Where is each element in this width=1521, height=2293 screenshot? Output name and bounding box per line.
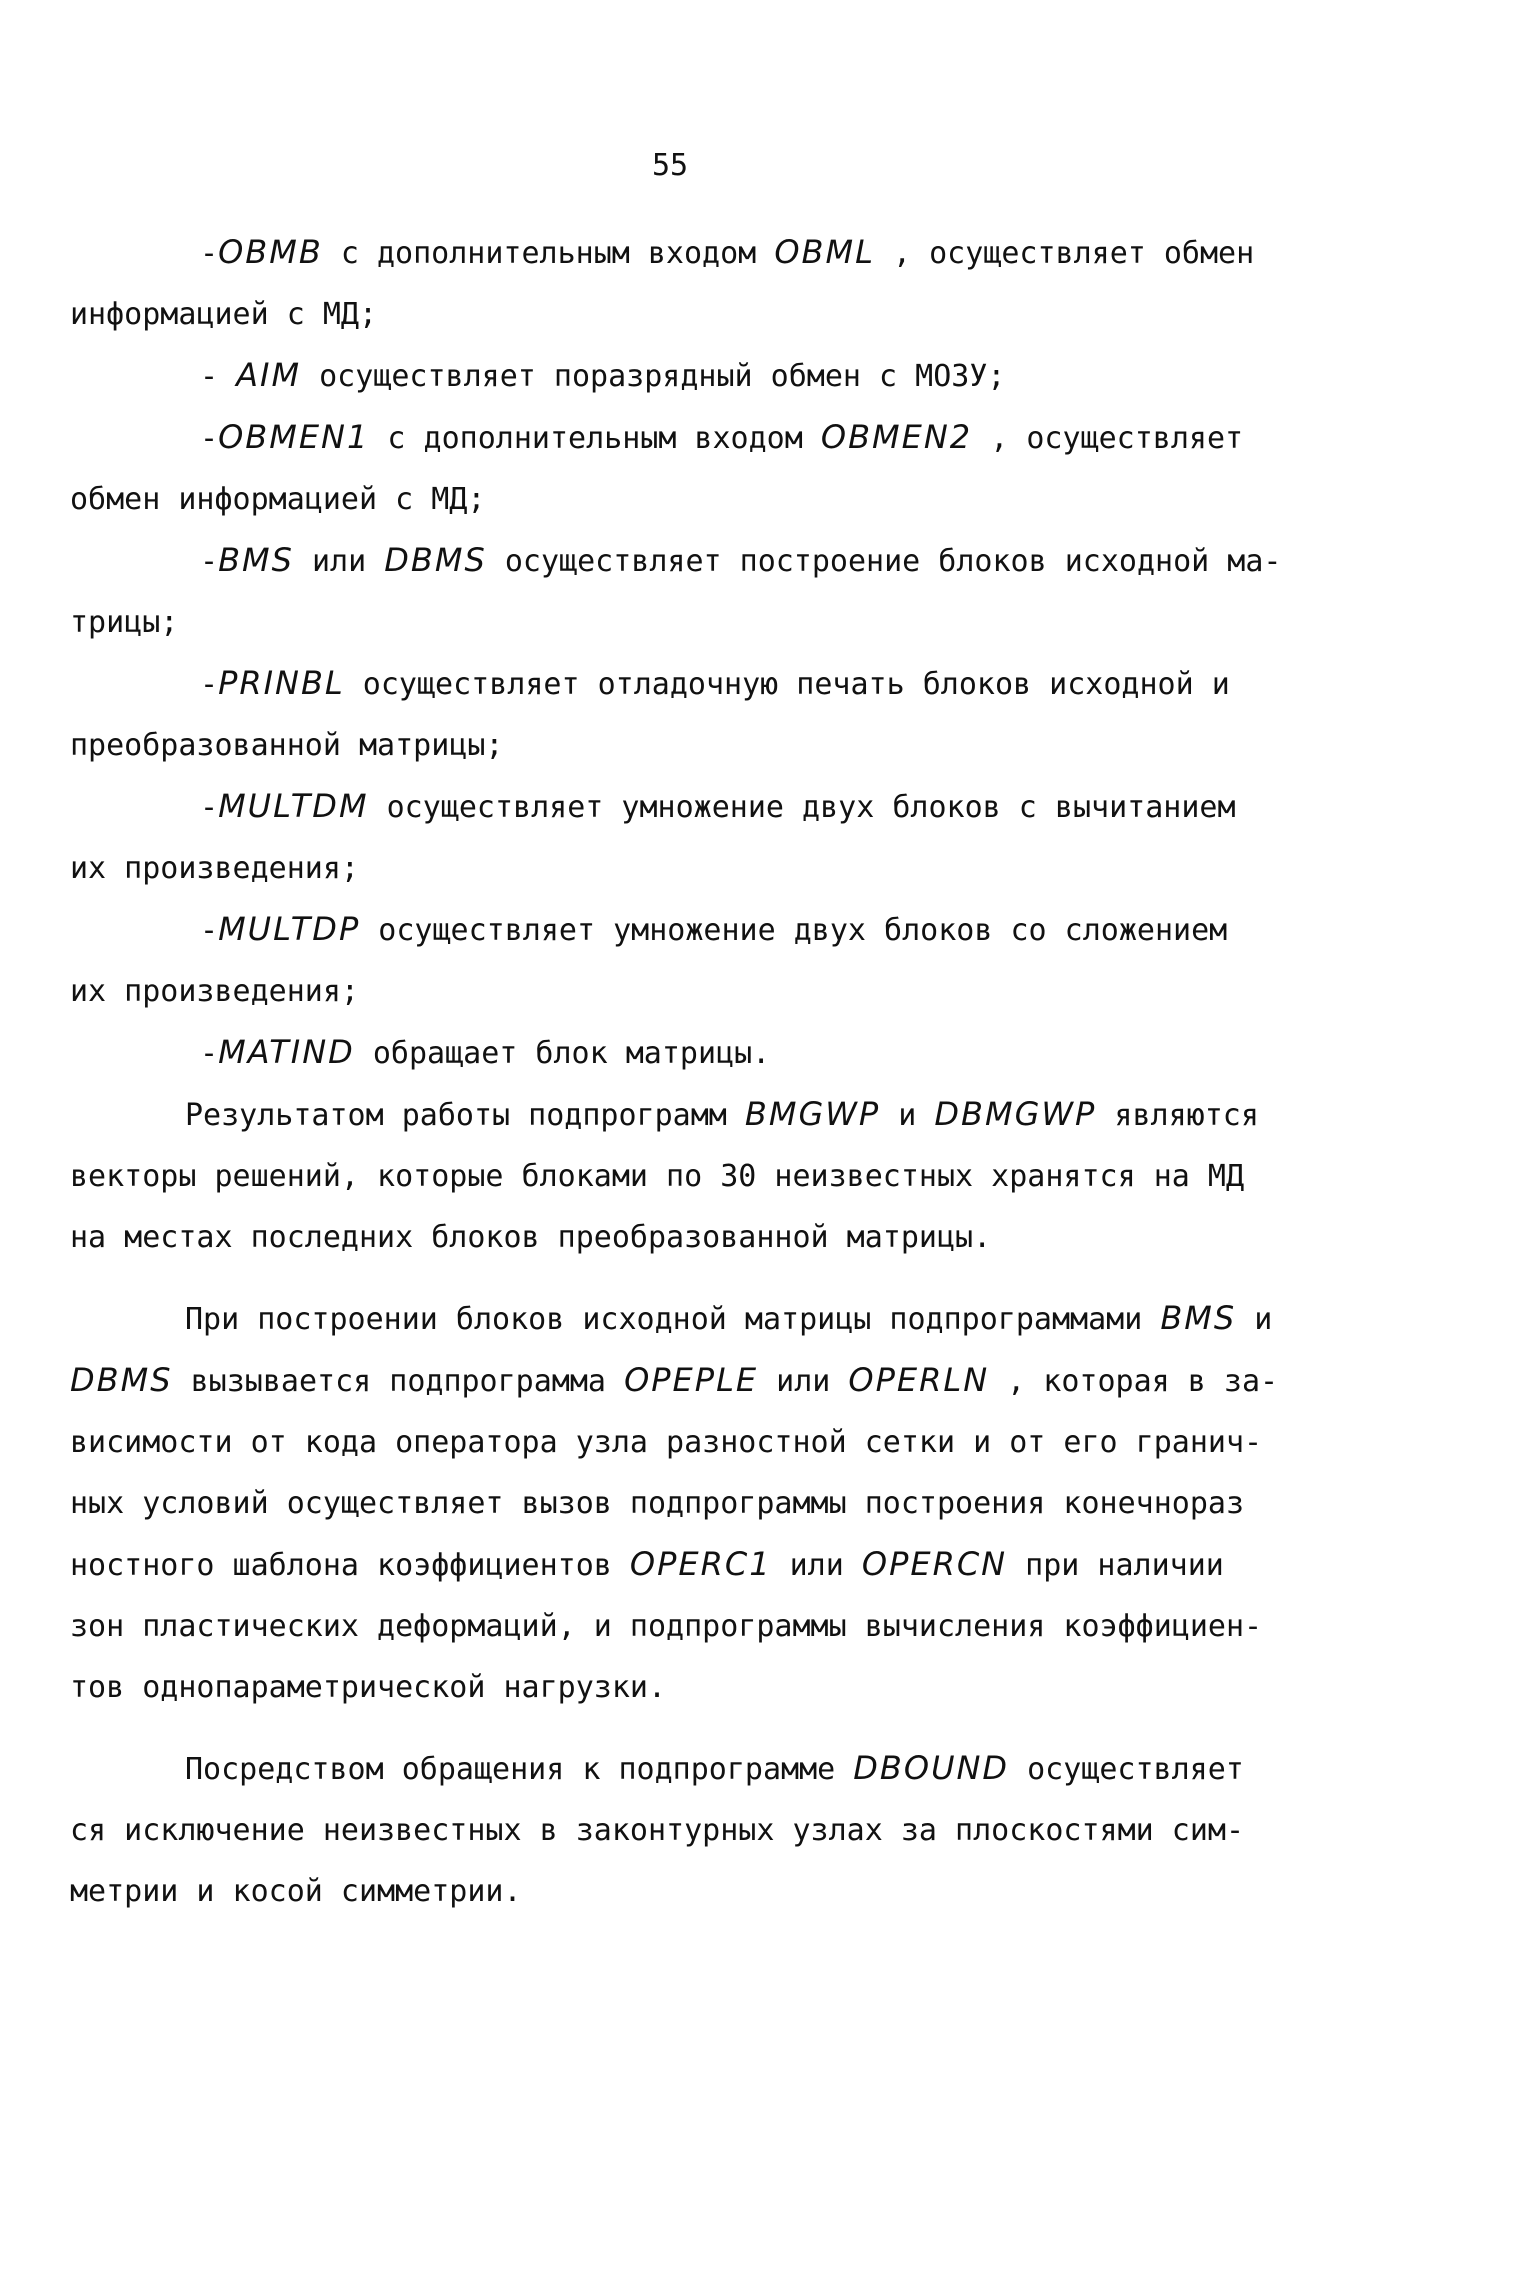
line-text: информацией с МД; [70,297,378,332]
subroutine-name: DBMS [384,541,487,579]
text-line [70,1534,1320,1596]
line-text: обмен информацией с МД; [70,482,486,517]
text-line [70,530,1320,592]
line-text: трицы; [70,605,179,640]
line-text: при наличии [1007,1548,1224,1583]
line-text: осуществляет отладочную печать блоков исходной и [344,667,1230,702]
text-line [70,222,1320,284]
line-text: - [200,667,219,702]
text-line [70,1084,1320,1146]
subroutine-name: PRINBL [218,664,345,702]
line-text: осуществляет умножение двух блоков с вычитанием [368,790,1236,825]
text-line [70,961,1320,1022]
line-text: - [200,1036,219,1071]
text-line [70,653,1320,715]
text-line [70,1146,1320,1207]
text-line [70,1800,1320,1861]
line-text: - [200,421,219,456]
line-text: с дополнительным входом [322,236,775,271]
line-text: висимости от кода оператора узла разностной сетки и от его гранич- [70,1425,1263,1460]
line-text: зон пластических деформаций, и подпрограммы вычисления коэффициен- [70,1609,1263,1644]
line-text: векторы решений, которые блоками по 30 неизвестных хранятся на МД [70,1159,1244,1194]
line-text: - [200,544,219,579]
line-text: на местах последних блоков преобразованной матрицы. [70,1220,992,1255]
line-text: или [293,544,385,579]
text-line [70,1412,1320,1473]
line-text: или [771,1548,862,1583]
line-text: - [200,359,237,394]
text-line [70,284,1320,345]
text-line [70,1738,1320,1800]
text-line [70,838,1320,899]
line-text: ных условий осуществляет вызов подпрограммы построения конечнораз [70,1486,1244,1521]
line-text: метрии и косой симметрии. [70,1874,522,1909]
line-text: и [1236,1302,1273,1337]
subroutine-name: DBMS [70,1361,173,1399]
text-line [70,1350,1320,1412]
line-text: , осуществляет обмен [874,236,1255,271]
line-text: осуществляет [1009,1752,1244,1787]
text-line [70,407,1320,469]
line-text: тов однопараметрической нагрузки. [70,1670,667,1705]
text-line [70,1657,1320,1718]
subroutine-name: OBMEN1 [218,418,370,456]
line-text: осуществляет поразрядный обмен с МОЗУ; [301,359,1006,394]
subroutine-name: OPEPLE [624,1361,759,1399]
subroutine-name: OBMB [218,233,323,271]
line-text: и [880,1098,935,1133]
line-text: - [200,236,219,271]
text-line [70,1861,1320,1922]
line-text: преобразованной матрицы; [70,728,504,763]
text-line [70,776,1320,838]
page-number: 55 [651,148,689,183]
line-text: Результатом работы подпрограмм [185,1098,745,1133]
line-text: являются [1096,1098,1259,1133]
subroutine-name: BMGWP [744,1095,881,1133]
subroutine-name: OPERLN [848,1361,990,1399]
line-text: - [200,913,219,948]
subroutine-name: MULTDM [218,787,369,825]
text-line [70,1022,1320,1084]
line-text: , которая в за- [989,1364,1279,1399]
subroutine-name: MULTDP [218,910,361,948]
text-line [70,899,1320,961]
text-line [70,1207,1320,1268]
text-line [70,1596,1320,1657]
text-line [70,1288,1320,1350]
document-body [70,222,1320,1922]
subroutine-name: OPERCN [861,1545,1008,1583]
line-text: - [200,790,219,825]
line-text: с дополнительным входом [369,421,821,456]
line-text: При построении блоков исходной матрицы подпрограммами [185,1302,1161,1337]
subroutine-name: MATIND [218,1033,355,1071]
subroutine-name: BMS [1160,1299,1237,1337]
line-text: обращает блок матрицы. [354,1036,771,1071]
line-text: осуществляет умножение двух блоков со сложением [360,913,1228,948]
subroutine-name: BMS [218,541,294,579]
subroutine-name: OPERC1 [629,1545,772,1583]
line-text: ностного шаблона коэффициентов [70,1548,630,1583]
text-line [70,715,1320,776]
line-text: осуществляет построение блоков исходной ма- [486,544,1282,579]
text-line [70,345,1320,407]
text-line [70,1473,1320,1534]
line-text: или [758,1364,849,1399]
line-text: их произведения; [70,851,359,886]
subroutine-name: DBOUND [853,1749,1010,1787]
line-text: , осуществляет [972,421,1244,456]
subroutine-name: DBMGWP [934,1095,1097,1133]
line-text: ся исключение неизвестных в законтурных узлах за плоскостями сим- [70,1813,1244,1848]
line-text: Посредством обращения к подпрограмме [185,1752,854,1787]
subroutine-name: AIM [236,356,302,394]
text-line [70,592,1320,653]
line-text: их произведения; [70,974,359,1009]
subroutine-name: OBML [774,233,875,271]
line-text: вызывается подпрограмма [172,1364,625,1399]
text-line [70,469,1320,530]
subroutine-name: OBMEN2 [820,418,973,456]
